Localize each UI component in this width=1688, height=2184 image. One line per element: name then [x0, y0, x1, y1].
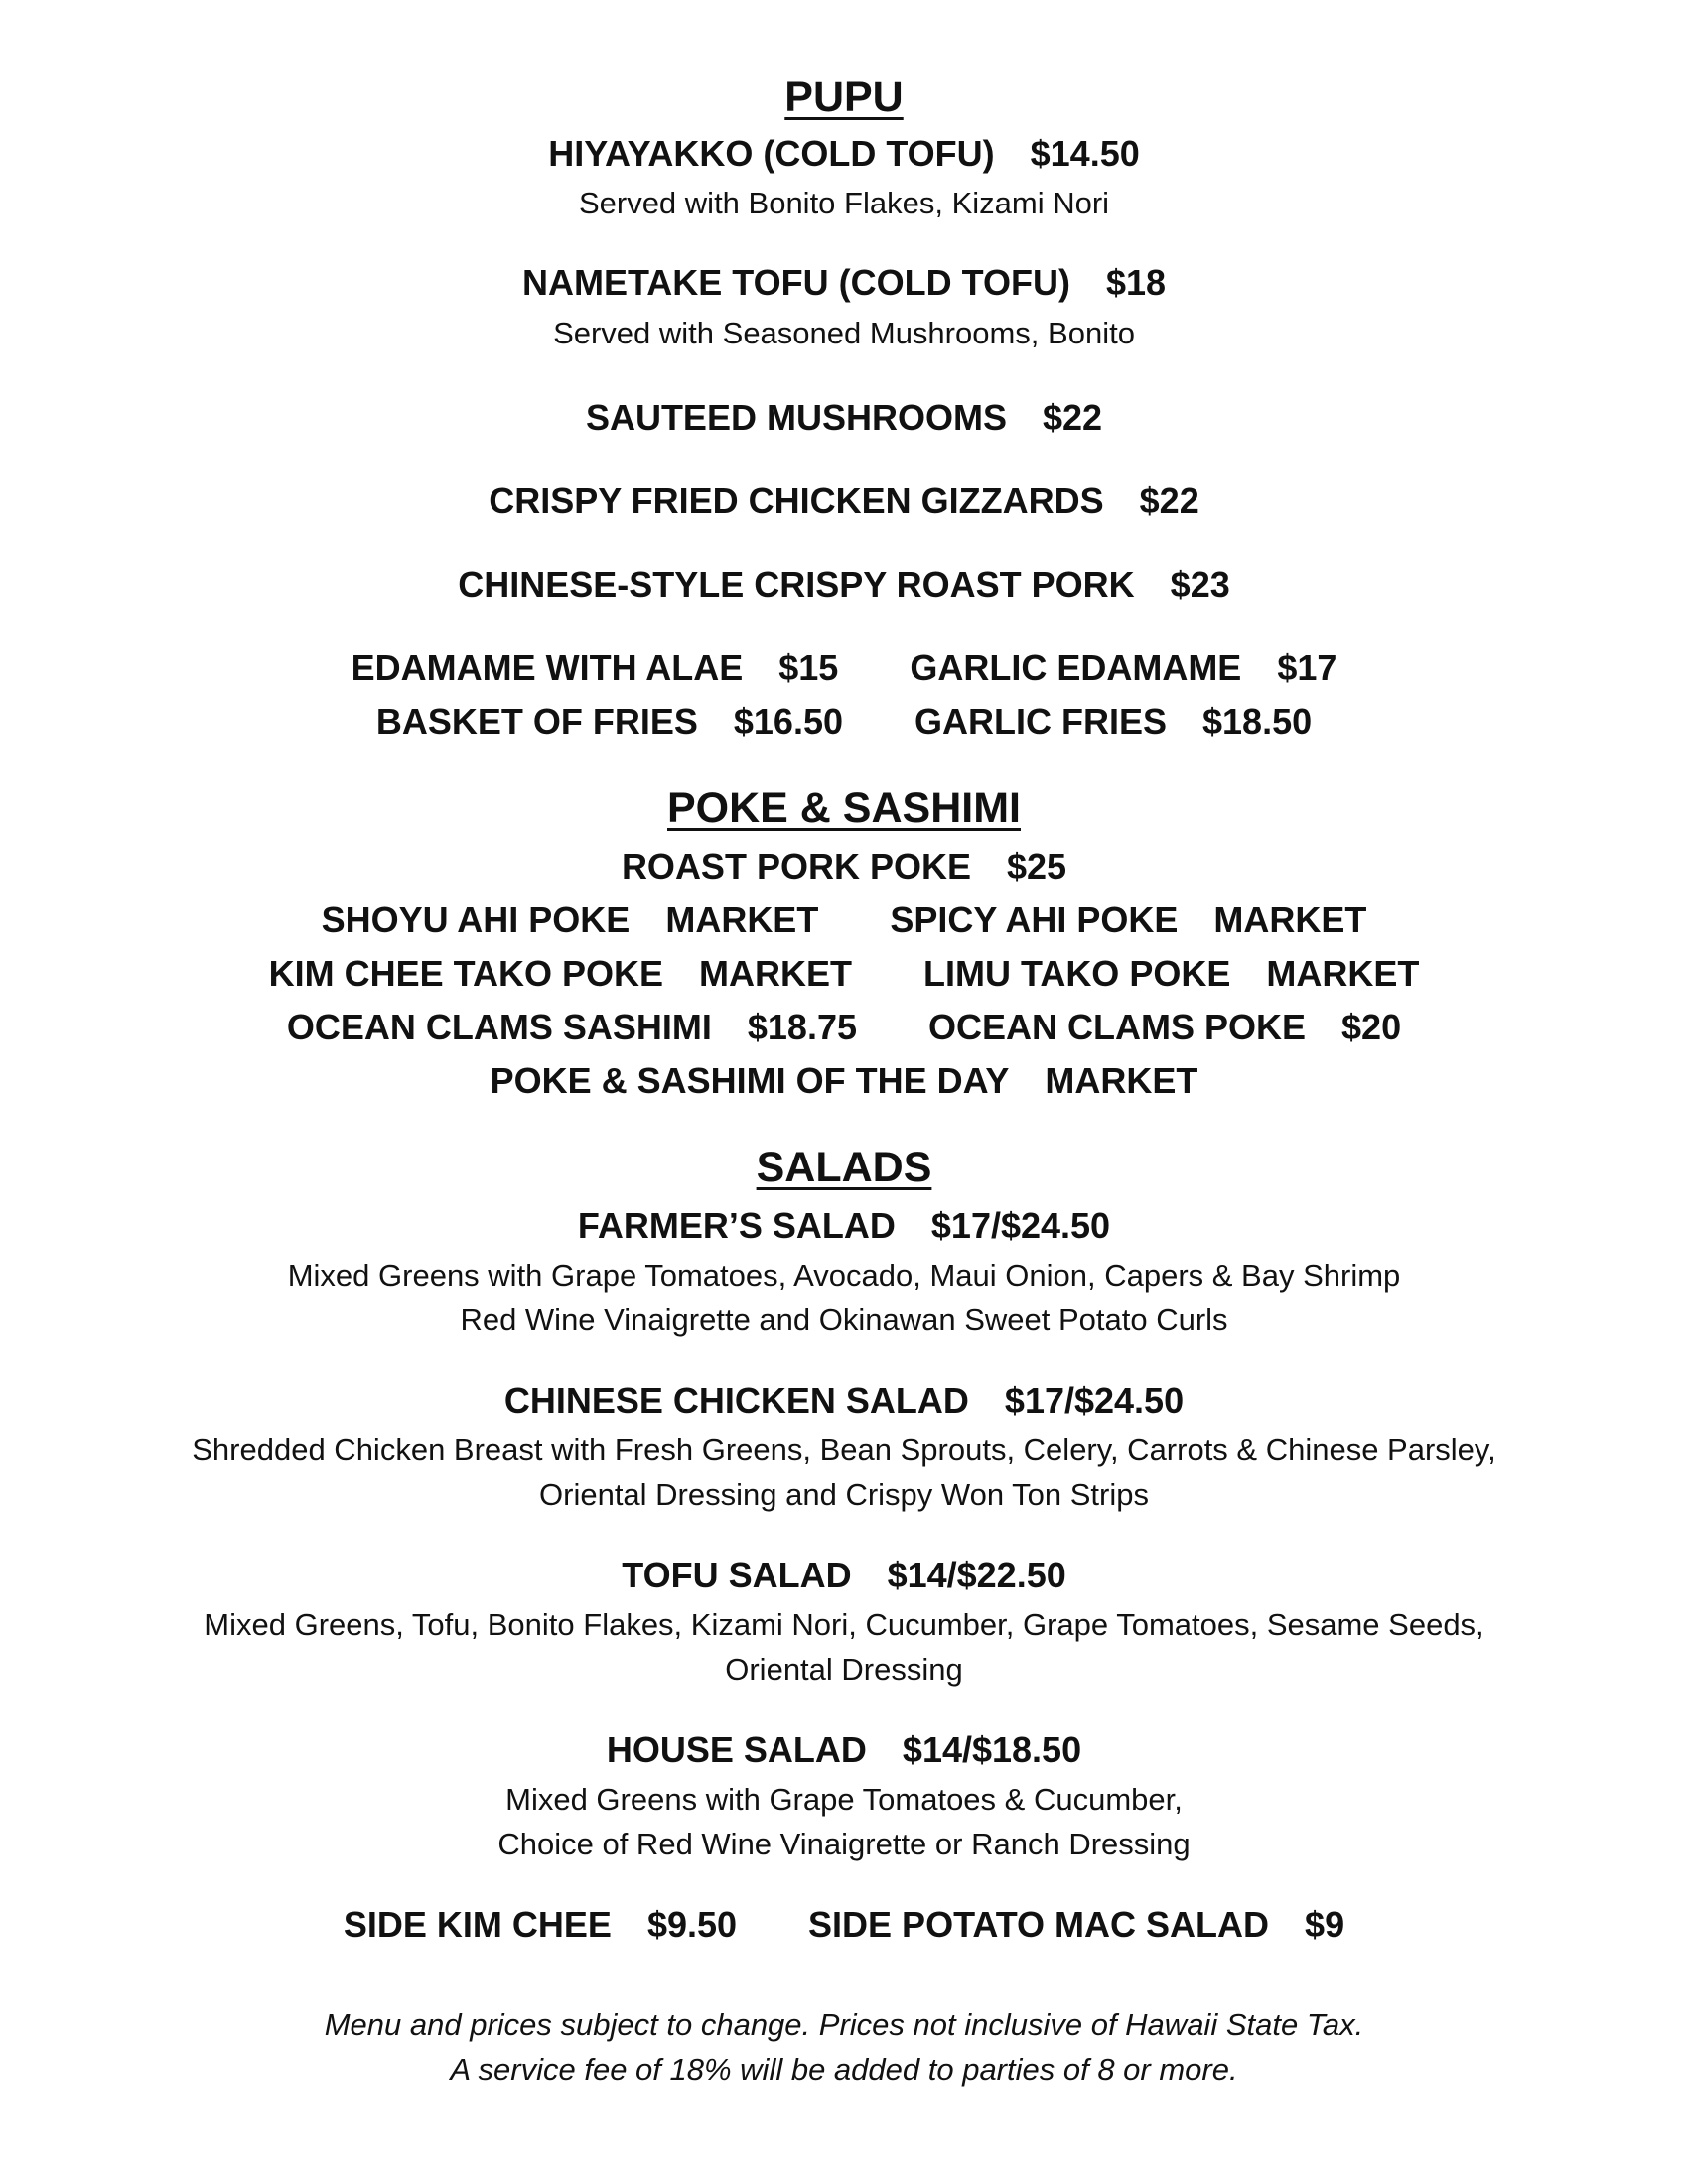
item-price: $16.50	[733, 701, 843, 742]
item-description: Served with Seasoned Mushrooms, Bonito	[553, 316, 1135, 350]
item-name: SIDE POTATO MAC SALAD	[808, 1904, 1270, 1945]
item-price: $9	[1305, 1904, 1345, 1945]
item-name: ROAST PORK POKE	[621, 846, 971, 887]
item-price: $17/$24.50	[1004, 1380, 1185, 1421]
item-price: $17/$24.50	[930, 1205, 1111, 1246]
item-description: Served with Bonito Flakes, Kizami Nori	[578, 186, 1110, 220]
menu-item-sauteed-mushrooms	[0, 397, 1688, 439]
item-name: CRISPY FRIED CHICKEN GIZZARDS	[489, 480, 1104, 521]
menu-item-poke-of-the-day	[0, 1060, 1688, 1102]
menu-row-edamame	[0, 647, 1688, 689]
section-heading-pupu: PUPU	[784, 73, 904, 121]
item-description: Mixed Greens with Grape Tomatoes, Avocado, Maui Onion, Capers & Bay Shrimp	[287, 1258, 1401, 1293]
menu-row-fries	[0, 701, 1688, 743]
menu-item-roast-pork-poke	[0, 846, 1688, 887]
menu-item-nametake-tofu	[0, 262, 1688, 304]
item-description: Oriental Dressing and Crispy Won Ton Strips	[539, 1477, 1149, 1512]
item-price: MARKET	[1266, 953, 1420, 994]
item-price: $23	[1170, 564, 1230, 605]
menu-item-chinese-chicken-salad	[0, 1380, 1688, 1422]
menu-item-farmers-salad	[0, 1205, 1688, 1247]
section-heading-poke: POKE & SASHIMI	[667, 784, 1021, 832]
item-name: SAUTEED MUSHROOMS	[585, 397, 1007, 438]
item-name: OCEAN CLAMS SASHIMI	[286, 1007, 712, 1047]
item-name: KIM CHEE TAKO POKE	[268, 953, 664, 994]
item-price: $14/$22.50	[887, 1555, 1066, 1595]
item-price: MARKET	[1045, 1060, 1198, 1101]
menu-item-house-salad	[0, 1729, 1688, 1771]
item-price: $17	[1277, 647, 1337, 688]
item-price: $22	[1139, 480, 1199, 521]
menu-row-tako-poke	[0, 953, 1688, 995]
item-price: $18	[1105, 262, 1167, 303]
item-description: Oriental Dressing	[725, 1652, 963, 1687]
section-heading-salads: SALADS	[756, 1144, 932, 1191]
item-name: EDAMAME WITH ALAE	[351, 647, 744, 688]
item-name: NAMETAKE TOFU (COLD TOFU)	[521, 262, 1070, 303]
item-description: Mixed Greens, Tofu, Bonito Flakes, Kizami Nori, Cucumber, Grape Tomatoes, Sesame Seeds,	[204, 1607, 1484, 1642]
item-price: MARKET	[1213, 899, 1367, 940]
item-price: $25	[1006, 846, 1067, 887]
menu-item-tofu-salad	[0, 1555, 1688, 1596]
item-price: MARKET	[699, 953, 853, 994]
item-price: $14.50	[1030, 133, 1140, 174]
item-name: TOFU SALAD	[622, 1555, 852, 1595]
item-name: HOUSE SALAD	[606, 1729, 867, 1770]
item-name: SIDE KIM CHEE	[343, 1904, 612, 1945]
item-name: LIMU TAKO POKE	[923, 953, 1231, 994]
item-description: Choice of Red Wine Vinaigrette or Ranch Dressing	[497, 1827, 1191, 1861]
item-name: SHOYU AHI POKE	[321, 899, 631, 940]
footer-note: A service fee of 18% will be added to parties of 8 or more.	[450, 2052, 1238, 2087]
item-name: CHINESE CHICKEN SALAD	[503, 1380, 969, 1421]
item-price: $22	[1042, 397, 1103, 438]
item-price: $14/$18.50	[902, 1729, 1082, 1770]
item-price: $15	[778, 647, 839, 688]
item-name: GARLIC FRIES	[914, 701, 1168, 742]
item-price: $18.75	[747, 1007, 857, 1047]
item-name: CHINESE-STYLE CRISPY ROAST PORK	[458, 564, 1135, 605]
menu-row-ocean-clams	[0, 1007, 1688, 1048]
item-name: POKE & SASHIMI OF THE DAY	[490, 1060, 1010, 1101]
item-description: Mixed Greens with Grape Tomatoes & Cucumber,	[505, 1782, 1183, 1817]
item-price: $9.50	[646, 1904, 738, 1945]
item-price: $18.50	[1202, 701, 1313, 742]
item-name: SPICY AHI POKE	[890, 899, 1179, 940]
menu-row-sides	[0, 1904, 1688, 1946]
item-name: FARMER’S SALAD	[577, 1205, 896, 1246]
item-description: Red Wine Vinaigrette and Okinawan Sweet Potato Curls	[460, 1302, 1228, 1337]
item-price: $20	[1341, 1007, 1402, 1047]
menu-item-hiyayakko	[0, 133, 1688, 175]
menu-item-roast-pork	[0, 564, 1688, 606]
item-description: Shredded Chicken Breast with Fresh Greens, Bean Sprouts, Celery, Carrots & Chinese Parsley,	[192, 1433, 1496, 1467]
item-name: GARLIC EDAMAME	[910, 647, 1242, 688]
footer-note: Menu and prices subject to change. Prices not inclusive of Hawaii State Tax.	[324, 2007, 1364, 2042]
item-name: OCEAN CLAMS POKE	[928, 1007, 1307, 1047]
item-name: BASKET OF FRIES	[375, 701, 698, 742]
item-price: MARKET	[665, 899, 819, 940]
menu-item-chicken-gizzards	[0, 480, 1688, 522]
item-name: HIYAYAKKO (COLD TOFU)	[548, 133, 995, 174]
menu-row-ahi-poke	[0, 899, 1688, 941]
